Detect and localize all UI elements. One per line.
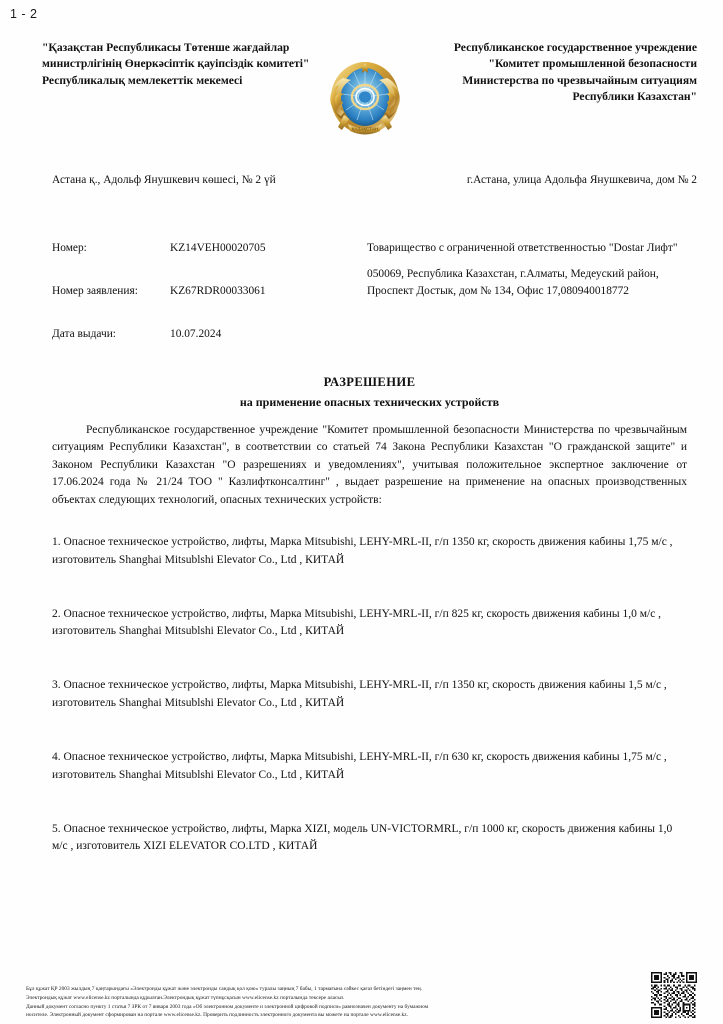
kazakhstan-state-emblem-icon <box>324 52 406 148</box>
footer-line-1: Бұл құжат ҚР 2003 жылдың 7 қаңтарындағы «Электронды құжат және электронды сандық қол қою» туралы заңның 7 бабы, 1 тармағына сәйкес қағаз бетіндегі заңмен тең. <box>26 986 423 992</box>
field-application-number-value: KZ67RDR00033061 <box>170 285 266 298</box>
header-org-russian: Республиканское государственное учреждение "Комитет промышленной безопасности Министерства по чрезвычайным ситуациям Республики Казахстан" <box>453 41 697 104</box>
field-number <box>52 240 352 257</box>
recipient-name: Товарищество с ограниченной ответственностью "Dostar Лифт" <box>367 242 678 254</box>
qr-code-icon <box>651 972 697 1018</box>
device-list <box>52 534 681 892</box>
metadata-fields <box>52 240 352 343</box>
list-item: 3. Опасное техническое устройство, лифты, Марка Mitsubishi, LEHY-MRL-II, г/п 1350 кг, скорость движения кабины 1,5 м/с , изготовитель Shanghai Mitsublshi Elevator Co., Ltd , КИТАЙ <box>52 679 667 710</box>
emblem-container <box>317 40 413 148</box>
body-paragraph: Республиканское государственное учреждение "Комитет промышленной безопасности Министерства по чрезвычайным ситуациям Республики Казахстан", в соответствии со статьей 74 Закона Республики Казахстан "О гражданской защите" и Законом Республики Казахстан "О разрешениях и уведомлениях", учитывая положительное экспертное заключение от 17.06.2024 года № 21/24 ТОО " Казлифтконсалтинг" , выдает разрешение на применение на опасных производственных объектах следующих технологий, опасных технических устройств: <box>52 424 687 506</box>
footer-line-3: Данный документ согласно пункту 1 статья 7 ЗРК от 7 января 2003 года «Об электронном документе и электронной цифровой подписи» равнозначен документу на бумажном <box>26 1003 429 1010</box>
metadata-section <box>52 240 697 343</box>
address-kazakh: Астана қ., Адольф Янушкевич көшесі, № 2 үй <box>52 174 276 186</box>
footer-line-4: носителе. Электронный документ сформирован на портале www.elicense.kz. Проверить подлинность электронного документа вы можете на портале www.elicense.kz. <box>26 1012 409 1019</box>
list-item: 1. Опасное техническое устройство, лифты, Марка Mitsubishi, LEHY-MRL-II, г/п 1350 кг, скорость движения кабины 1,75 м/с , изготовитель Shanghai Mitsublshi Elevator Co., Ltd , КИТАЙ <box>52 536 673 566</box>
address-row <box>52 172 697 189</box>
field-number-value: KZ14VEH00020705 <box>170 242 266 254</box>
page-subtitle: на применение опасных технических устройств <box>239 395 500 409</box>
field-issue-date <box>52 326 352 343</box>
page-title: РАЗРЕШЕНИЕ <box>323 375 416 389</box>
field-number-label: Номер: <box>52 242 87 254</box>
title-block <box>52 375 687 410</box>
field-issue-date-label: Дата выдачи: <box>52 328 116 341</box>
field-issue-date-value: 10.07.2024 <box>170 328 222 341</box>
recipient-block <box>367 240 697 343</box>
document-footer <box>26 972 697 1020</box>
field-application-number <box>52 283 352 300</box>
svg-text:ҚАЗАҚСТАН: ҚАЗАҚСТАН <box>351 126 378 132</box>
page-marker: 1 - 2 <box>10 7 38 21</box>
list-item: 4. Опасное техническое устройство, лифты, Марка Mitsubishi, LEHY-MRL-II, г/п 630 кг, скорость движения кабины 1,75 м/с , изготовитель Shanghai Mitsublshi Elevator Co., Ltd , КИТАЙ <box>52 750 667 781</box>
recipient-address: 050069, Республика Казахстан, г.Алматы, Медеуский район, Проспект Достык, дом № 134, Офис 17,080940018772 <box>367 268 659 298</box>
address-russian: г.Астана, улица Адольфа Янушкевича, дом № 2 <box>466 174 697 186</box>
field-application-number-label: Номер заявления: <box>52 285 138 298</box>
list-item: 5. Опасное техническое устройство, лифты, Марка XIZI, модель UN-VICTORMRL, г/п 1000 кг, скорость движения кабины 1,0 м/с , изготовитель XIZI ELEVATOR CO.LTD , КИТАЙ <box>52 822 673 853</box>
document-header <box>42 40 697 148</box>
header-org-kazakh: "Қазақстан Республикасы Төтенше жағдайлар министрлігінің Өнеркәсіптік қауіпсіздік комитеті" Республикалық мемлекеттік мекемесі <box>42 41 310 87</box>
list-item: 2. Опасное техническое устройство, лифты, Марка Mitsubishi, LEHY-MRL-II, г/п 825 кг, скорость движения кабины 1,0 м/с , изготовитель Shanghai Mitsublshi Elevator Co., Ltd , КИТАЙ <box>52 607 662 638</box>
footer-disclaimer <box>26 985 651 1020</box>
footer-line-2: Электрондық құжат www.elicense.kz порталында құрылған.Электрондық құжат түпнұсқасын www.elicense.kz порталында тексере аласыз. <box>26 994 345 1001</box>
